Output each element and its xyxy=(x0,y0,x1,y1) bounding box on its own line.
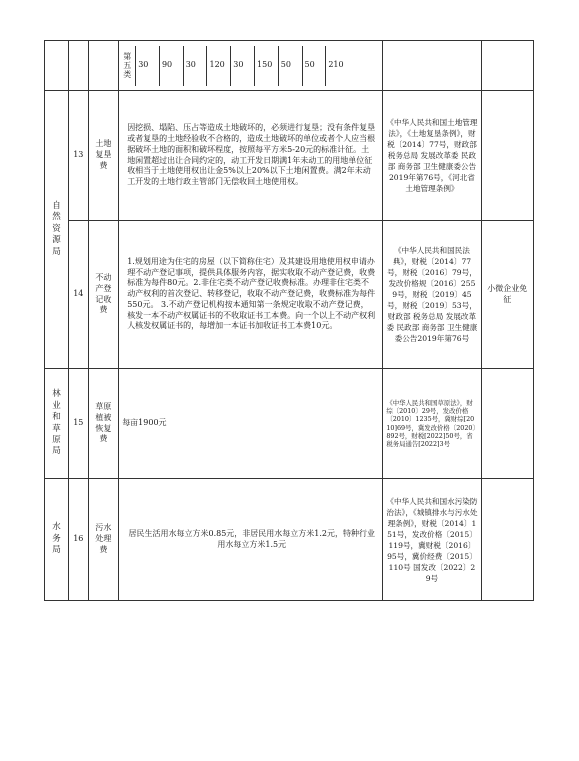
fee-table xyxy=(44,40,534,601)
row-number: 15 xyxy=(69,369,89,479)
fee-standard: 每亩1900元 xyxy=(119,369,383,479)
table-row xyxy=(45,41,534,91)
table-row xyxy=(45,221,534,369)
category-value: 30 xyxy=(136,46,160,86)
fee-note xyxy=(481,369,533,479)
fee-basis: 《中华人民共和国土地管理法》，《土地复垦条例》，财税〔2014〕77号，财政部 税务总局 发展改革委 民政部 商务部 卫生健康委公告2019年第76号，《河北省土地管理条例》 xyxy=(383,91,481,221)
category-value: 50 xyxy=(278,46,302,86)
fee-standard: 居民生活用水每立方米0.85元，非居民用水每立方米1.2元，特种行业用水每立方米1.5元 xyxy=(119,479,383,601)
fee-note: 小微企业免征 xyxy=(481,221,533,369)
fee-standard: 1.规划用途为住宅的房屋（以下简称住宅）及其建设用地使用权申请办理不动产登记事项，提供具体服务内容，据实收取不动产登记费，收费标准为每件80元。2.非住宅类不动产登记收费标准。办理非住宅类不动产权利的首次登记、转移登记，收取不动产登记费，收费标准为每件550元。 3.不动产登记机构按本通知第一条规定收取不动产登记费，核发一本不动产权属证书的不收取证书工本费。向一个以上不动产权利人核发权属证书的，每增加一本证书加收证书工本费10元。 xyxy=(119,221,383,369)
category-label: 第五类 xyxy=(123,51,132,80)
no-cell-empty xyxy=(69,41,89,91)
row-number: 16 xyxy=(69,479,89,601)
fee-name: 不动产登记收费 xyxy=(88,221,119,369)
category-value: 120 xyxy=(207,46,231,86)
row-number: 13 xyxy=(69,91,89,221)
category-value: 30 xyxy=(231,46,255,86)
category-row-cell xyxy=(119,41,383,91)
category-values-table xyxy=(119,46,382,86)
category-value: 50 xyxy=(302,46,326,86)
fee-basis: 《中华人民共和国草原法》，财综〔2010〕29号，发改价格〔2010〕1235号，冀财综[2010]69号，冀发改价格〔2020〕892号，财税[2022]50号，省税务局通告[2022]3号 xyxy=(383,369,481,479)
department-name: 自然资源局 xyxy=(52,200,61,257)
category-value: 210 xyxy=(326,46,383,86)
fee-name: 草原植被恢复费 xyxy=(88,369,119,479)
department-cell xyxy=(45,91,69,369)
table-row xyxy=(45,369,534,479)
fee-basis: 《中华人民共和国民法典》，财税〔2014〕77号，财税〔2016〕79号，发改价格规〔2016〕2559号，财税〔2019〕45号，财税〔2019〕53号，财政部 税务总局 发展改革委 民政部 商务部 卫生健康委公告2019年第76号 xyxy=(383,221,481,369)
row-number: 14 xyxy=(69,221,89,369)
fee-standard: 因挖损、塌陷、压占等造成土地破坏的，必须进行复垦；没有条件复垦或者复垦的土地经验收不合格的，造成土地破坏的单位或者个人应当根据破坏土地的面积和破坏程度，按照每平方米5-20元的标准计征。土地闲置超过出让合同约定的，动工开发日期满1年未动工的用地单位征收相当于土地使用权出让金5%以上20%以下土地闲置费。满2年未动工开发的土地行政主管部门无偿收回土地使用权。 xyxy=(119,91,383,221)
table-row xyxy=(45,91,534,221)
department-cell xyxy=(45,479,69,601)
fee-name: 污水处理费 xyxy=(88,479,119,601)
department-name: 林业和草原局 xyxy=(52,389,61,457)
fee-basis: 《中华人民共和国水污染防治法》，《城镇排水与污水处理条例》，财税〔2014〕151号，发改价格〔2015〕119号，冀财税〔2016〕95号，冀价经费〔2015〕110号 国发改〔2022〕29号 xyxy=(383,479,481,601)
name-cell-empty xyxy=(88,41,119,91)
fee-name: 土地复垦费 xyxy=(88,91,119,221)
basis-cell-empty xyxy=(383,41,481,91)
category-value: 150 xyxy=(255,46,279,86)
category-value: 30 xyxy=(183,46,207,86)
table-row xyxy=(45,479,534,601)
fee-note xyxy=(481,91,533,221)
note-cell-empty xyxy=(481,41,533,91)
fee-note xyxy=(481,479,533,601)
department-cell xyxy=(45,369,69,479)
department-name: 水务局 xyxy=(52,522,61,556)
dept-cell-empty xyxy=(45,41,69,91)
category-value: 90 xyxy=(159,46,183,86)
